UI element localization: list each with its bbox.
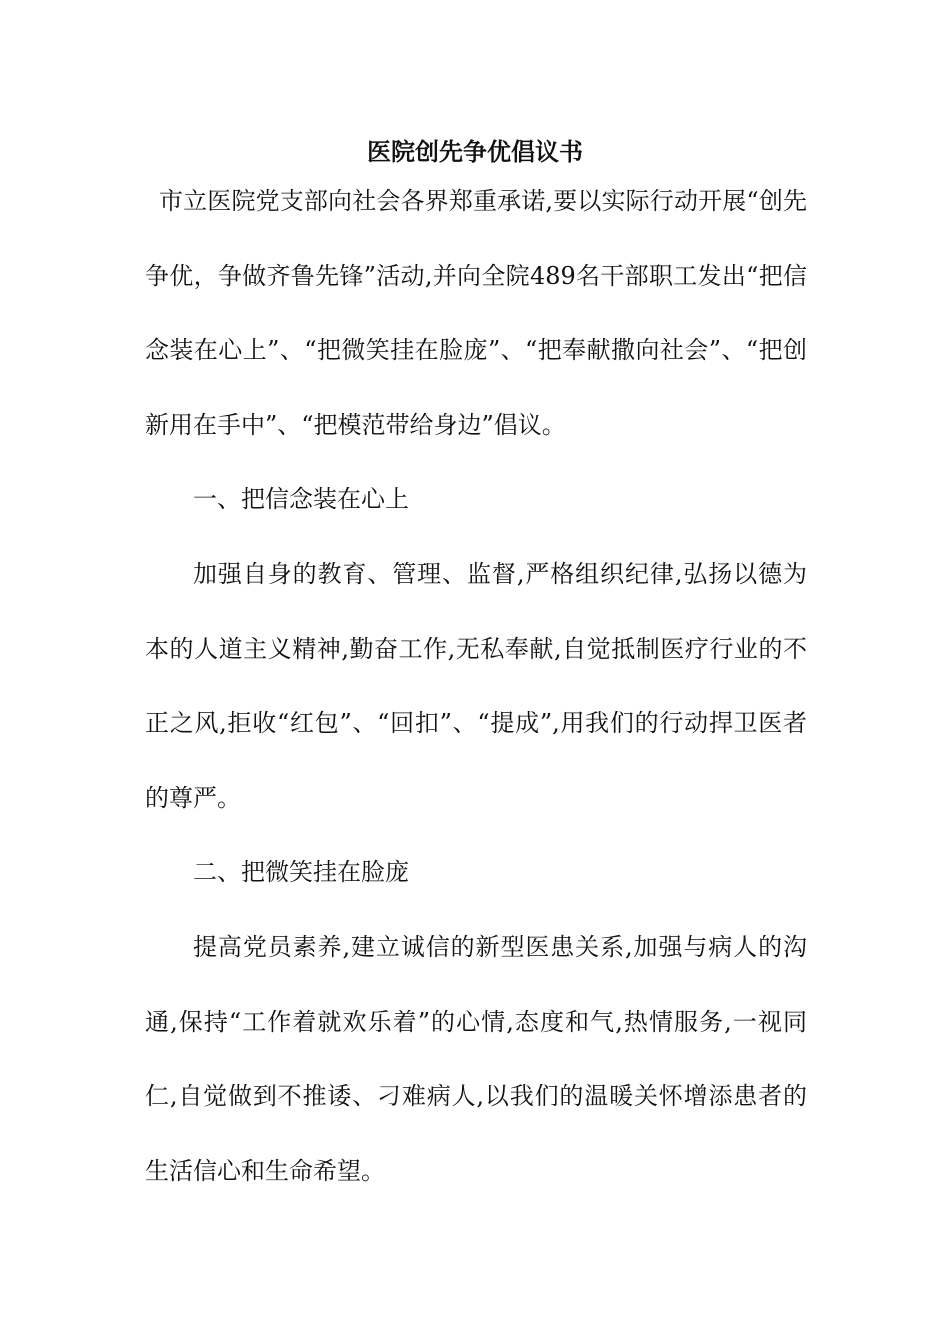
section-heading-1: 一、把信念装在心上 — [193, 485, 409, 513]
section-heading-2: 二、把微笑挂在脸庞 — [193, 858, 409, 886]
intro-paragraph: 市立医院党支部向社会各界郑重承诺,要以实际行动开展“创先争优，争做齐鲁先锋”活动,并向全院489名干部职工发出“把信念装在心上”、“把微笑挂在脸庞”、“把奉献撒向社会”、“把创新用在手中”、“把模范带给身边”倡议。 — [145, 187, 807, 439]
section-paragraph-1: 加强自身的教育、管理、监督,严格组织纪律,弘扬以德为本的人道主义精神,勤奋工作,无私奉献,自觉抵制医疗行业的不正之风,拒收“红包”、“回扣”、“提成”,用我们的行动捍卫医者的尊严。 — [145, 560, 807, 812]
document-title: 医院创先争优倡议书 — [367, 137, 583, 166]
section-paragraph-2: 提高党员素养,建立诚信的新型医患关系,加强与病人的沟通,保持“工作着就欢乐着”的心情,态度和气,热情服务,一视同仁,自觉做到不推诿、刁难病人,以我们的温暖关怀增添患者的生活信心和生命希望。 — [145, 933, 807, 1185]
